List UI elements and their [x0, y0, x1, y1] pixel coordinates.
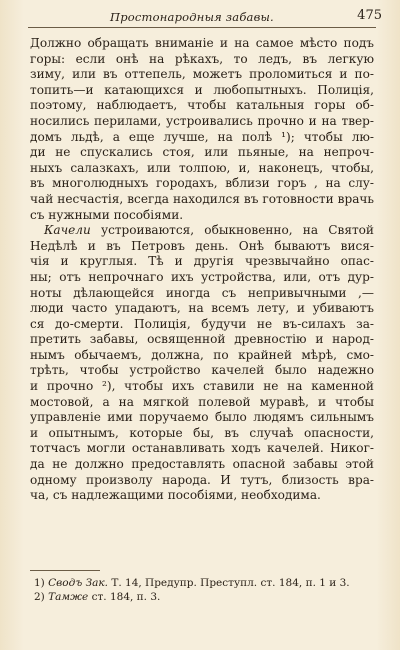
text-line — [30, 239, 374, 255]
footnotes — [32, 576, 372, 604]
text-line — [30, 410, 374, 426]
text-line — [30, 208, 374, 224]
text-line — [30, 145, 374, 161]
text-line-content: чай несчастія, всегда находился въ готовности врачь — [30, 191, 374, 206]
text-line-content: нымъ обычаемъ, должна, по крайней мѣрѣ, смо- — [30, 347, 374, 362]
text-line-content: горы: если онѣ на рѣкахъ, то ледъ, въ легкую — [30, 51, 374, 66]
text-line — [30, 286, 374, 302]
text-line-content: и опытнымъ, которые бы, въ случаѣ опасности, — [30, 425, 374, 440]
text-line-content: ди не спускались стоя, или пьяные, на непроч- — [30, 145, 374, 160]
text-line-content: люди часто упадаютъ, на всемъ лету, и убиваютъ — [30, 301, 374, 316]
text-line-content: тотчасъ могли останавливать ходъ качелей. Никог- — [30, 441, 374, 456]
text-line-content: мостовой, а на мягкой полевой муравѣ, и чтобы — [30, 394, 374, 409]
text-line — [30, 301, 374, 317]
text-line — [30, 317, 374, 333]
text-line — [30, 441, 374, 457]
text-line — [30, 67, 374, 83]
text-line — [30, 161, 374, 177]
footnote-rule — [30, 570, 100, 571]
text-line-content: ноты дѣлающейся иногда съ непривычными ,— — [30, 285, 374, 300]
text-line-content: носились перилами, устроивались прочно и на твер- — [30, 113, 374, 128]
text-line — [30, 457, 374, 473]
text-line — [30, 473, 374, 489]
text-line-content: домъ льдѣ, а еще лучше, на полѣ ¹); чтобы лю- — [30, 129, 374, 144]
text-line-content: съ нужными пособіями. — [30, 207, 184, 222]
text-line — [30, 395, 374, 411]
text-line — [30, 52, 374, 68]
text-line-content: топить—и катающихся и любопытныхъ. Полиція, — [30, 82, 374, 97]
text-line — [30, 114, 374, 130]
text-line-content: чія и круглыя. Тѣ и другія чрезвычайно опас- — [30, 254, 374, 269]
footnote-marker: 1) — [34, 577, 49, 589]
header-rule — [28, 27, 376, 28]
text-line-content: Должно обращать вниманіе и на самое мѣсто подъ — [30, 36, 374, 50]
text-line — [30, 223, 374, 239]
text-line-content: поэтому, наблюдаетъ, чтобы катальныя горы об- — [30, 98, 374, 113]
footnote-text: Т. 14, Предупр. Преступл. ст. 184, п. 1 и 3. — [108, 577, 350, 589]
text-line — [30, 98, 374, 114]
footnote — [32, 576, 372, 590]
body-text — [30, 36, 374, 504]
text-line-content: ны; отъ непрочнаго ихъ устройства, или, отъ дур- — [30, 269, 374, 284]
text-line — [30, 192, 374, 208]
text-line-content: ся до-смерти. Полиція, будучи не въ-силахъ за- — [30, 316, 374, 331]
text-line-content: Недѣлѣ и въ Петровъ день. Онѣ бываютъ вися- — [30, 238, 374, 253]
text-line-content: ныхъ салазкахъ, или толпою, и, наконецъ, чтобы, — [30, 160, 374, 175]
text-line-content: и прочно ²), чтобы ихъ ставили не на каменной — [30, 379, 374, 394]
text-line — [30, 363, 374, 379]
footnote-source: Тамже — [48, 591, 89, 603]
text-line — [30, 348, 374, 364]
text-line-content: одному произволу народа. И тутъ, близость вра- — [30, 472, 374, 487]
footnote-text: ст. 184, п. 3. — [88, 591, 161, 603]
running-head — [0, 8, 400, 28]
text-line — [30, 254, 374, 270]
page-number: 475 — [357, 8, 382, 23]
text-line — [30, 83, 374, 99]
footnote-marker: 2) — [34, 591, 49, 603]
footnote-source: Сводъ Зак. — [48, 577, 108, 589]
text-line — [30, 379, 374, 395]
text-line-content: ча, съ надлежащими пособіями, необходима. — [30, 488, 321, 503]
text-line-content: трѣть, чтобы устройство качелей было надежно — [30, 363, 374, 378]
text-line — [30, 332, 374, 348]
text-line — [30, 270, 374, 286]
text-line-content: устроиваются, обыкновенно, на Святой — [90, 223, 374, 238]
section-lead-word: Качели — [44, 223, 91, 238]
text-line-content: управленіе ими поручаемо было людямъ сильнымъ — [30, 410, 374, 425]
text-line-content: да не должно предоставлять опасной забавы этой — [30, 457, 374, 472]
text-line — [30, 130, 374, 146]
text-line — [30, 36, 374, 52]
text-line-content: зиму, или въ оттепель, можетъ проломиться и по- — [30, 67, 374, 82]
text-line — [30, 176, 374, 192]
text-line-content: претить забавы, освященной древностію и народ- — [30, 332, 374, 347]
footnote — [32, 590, 372, 604]
text-line — [30, 426, 374, 442]
text-line — [30, 488, 374, 504]
running-title: Простонародныя забавы. — [110, 10, 274, 24]
text-line-content: въ многолюдныхъ городахъ, вблизи горъ , на слу- — [30, 176, 374, 191]
